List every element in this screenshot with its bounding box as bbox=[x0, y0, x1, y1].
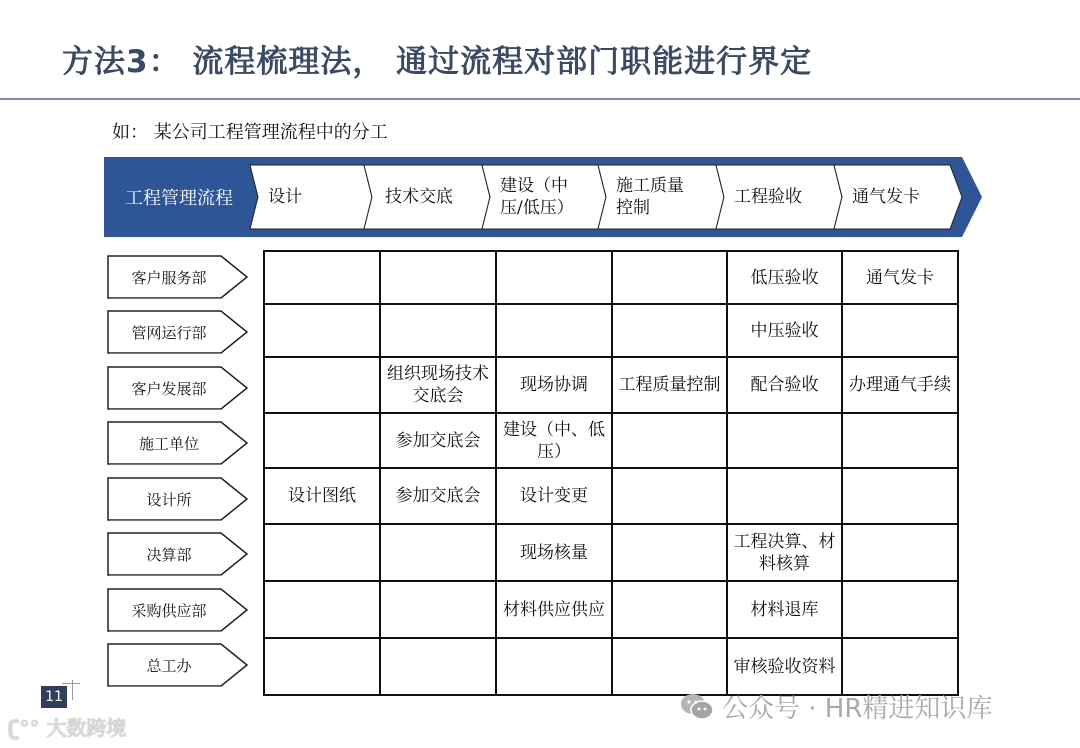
table-cell: 材料退库 bbox=[727, 581, 842, 638]
table-row bbox=[264, 251, 958, 304]
table-cell bbox=[496, 251, 612, 304]
table-cell bbox=[264, 524, 380, 581]
table-cell bbox=[380, 581, 496, 638]
table-cell bbox=[612, 581, 727, 638]
stage-label: 工程验收 bbox=[734, 187, 802, 207]
watermark-right-text: 公众号 · HR精进知识库 bbox=[722, 694, 993, 724]
table-cell bbox=[496, 304, 612, 357]
table-cell: 设计图纸 bbox=[264, 468, 380, 524]
table-cell bbox=[380, 304, 496, 357]
table-cell bbox=[612, 251, 727, 304]
table-cell: 办理通气手续 bbox=[842, 357, 958, 413]
watermark-right bbox=[680, 688, 992, 725]
table-row bbox=[264, 524, 958, 581]
table-cell: 现场协调 bbox=[496, 357, 612, 413]
watermark-left bbox=[8, 712, 126, 741]
table-cell bbox=[496, 638, 612, 695]
table-cell bbox=[264, 413, 380, 468]
table-cell: 审核验收资料 bbox=[727, 638, 842, 695]
table-cell: 低压验收 bbox=[727, 251, 842, 304]
table-cell bbox=[842, 468, 958, 524]
crop-mark bbox=[62, 683, 80, 684]
table-row bbox=[264, 468, 958, 524]
dept-construction-unit bbox=[107, 421, 249, 465]
page-title: 方法3： 流程梳理法， 通过流程对部门职能进行界定 bbox=[62, 44, 813, 80]
stage-acceptance bbox=[734, 165, 830, 229]
logo-icon: ʗ°° bbox=[8, 716, 40, 740]
subtitle: 如： 某公司工程管理流程中的分工 bbox=[112, 122, 388, 143]
table-row bbox=[264, 413, 958, 468]
table-cell bbox=[264, 357, 380, 413]
table-cell: 参加交底会 bbox=[380, 468, 496, 524]
table-cell bbox=[380, 524, 496, 581]
table-cell bbox=[727, 468, 842, 524]
table-cell bbox=[727, 413, 842, 468]
table-cell: 材料供应供应 bbox=[496, 581, 612, 638]
stage-label: 建设（中 bbox=[500, 176, 568, 196]
watermark-left-text: 大数跨境 bbox=[46, 716, 127, 740]
dept-settlement bbox=[107, 532, 249, 576]
table-cell bbox=[264, 581, 380, 638]
dept-customer-development bbox=[107, 366, 249, 410]
dept-label: 管网运行部 bbox=[131, 323, 207, 342]
stage-tech-briefing bbox=[385, 165, 481, 229]
table-cell: 建设（中、低压） bbox=[496, 413, 612, 468]
table-cell bbox=[842, 581, 958, 638]
stage-label: 技术交底 bbox=[385, 187, 453, 207]
dept-procurement bbox=[107, 588, 249, 632]
stage-label: 施工质量 bbox=[616, 176, 684, 196]
table-cell bbox=[842, 638, 958, 695]
table-cell bbox=[612, 468, 727, 524]
table-cell: 中压验收 bbox=[727, 304, 842, 357]
table-cell bbox=[612, 638, 727, 695]
table-cell: 参加交底会 bbox=[380, 413, 496, 468]
table-cell: 组织现场技术交底会 bbox=[380, 357, 496, 413]
table-cell: 现场核量 bbox=[496, 524, 612, 581]
table-cell bbox=[264, 251, 380, 304]
stage-gas-card bbox=[852, 165, 948, 229]
title-divider bbox=[0, 98, 1080, 100]
table-cell bbox=[380, 251, 496, 304]
stage-label-2: 压/低压） bbox=[500, 198, 574, 218]
dept-label: 客户服务部 bbox=[131, 268, 207, 287]
table-cell bbox=[842, 524, 958, 581]
dept-pipe-network bbox=[107, 310, 249, 354]
page-number: 11 bbox=[41, 686, 67, 708]
table-cell: 设计变更 bbox=[496, 468, 612, 524]
wechat-icon bbox=[680, 693, 714, 721]
stage-label: 设计 bbox=[268, 187, 302, 207]
dept-label: 决算部 bbox=[146, 545, 192, 564]
stage-quality-control bbox=[616, 165, 712, 229]
table-cell: 配合验收 bbox=[727, 357, 842, 413]
dept-chief-engineer-office bbox=[107, 643, 249, 687]
process-banner bbox=[104, 157, 984, 237]
responsibility-matrix bbox=[263, 250, 959, 696]
table-cell bbox=[842, 304, 958, 357]
table-cell bbox=[612, 304, 727, 357]
dept-customer-service bbox=[107, 255, 249, 299]
table-cell bbox=[612, 413, 727, 468]
table-row bbox=[264, 357, 958, 413]
table-cell bbox=[264, 638, 380, 695]
stage-design bbox=[268, 165, 364, 229]
stage-construction bbox=[500, 165, 596, 229]
table-cell: 工程决算、材料核算 bbox=[727, 524, 842, 581]
stage-label-2: 控制 bbox=[616, 198, 650, 218]
banner-title: 工程管理流程 bbox=[125, 188, 233, 209]
table-cell bbox=[842, 413, 958, 468]
dept-label: 设计所 bbox=[146, 490, 192, 509]
table-row bbox=[264, 638, 958, 695]
table-row bbox=[264, 581, 958, 638]
table-cell: 工程质量控制 bbox=[612, 357, 727, 413]
dept-label: 总工办 bbox=[146, 656, 192, 675]
dept-label: 施工单位 bbox=[138, 434, 199, 453]
table-row bbox=[264, 304, 958, 357]
dept-label: 采购供应部 bbox=[131, 601, 207, 620]
table-cell bbox=[380, 638, 496, 695]
stage-label: 通气发卡 bbox=[852, 187, 920, 207]
dept-design-institute bbox=[107, 477, 249, 521]
table-cell bbox=[264, 304, 380, 357]
dept-label: 客户发展部 bbox=[131, 379, 207, 398]
table-cell: 通气发卡 bbox=[842, 251, 958, 304]
table-cell bbox=[612, 524, 727, 581]
